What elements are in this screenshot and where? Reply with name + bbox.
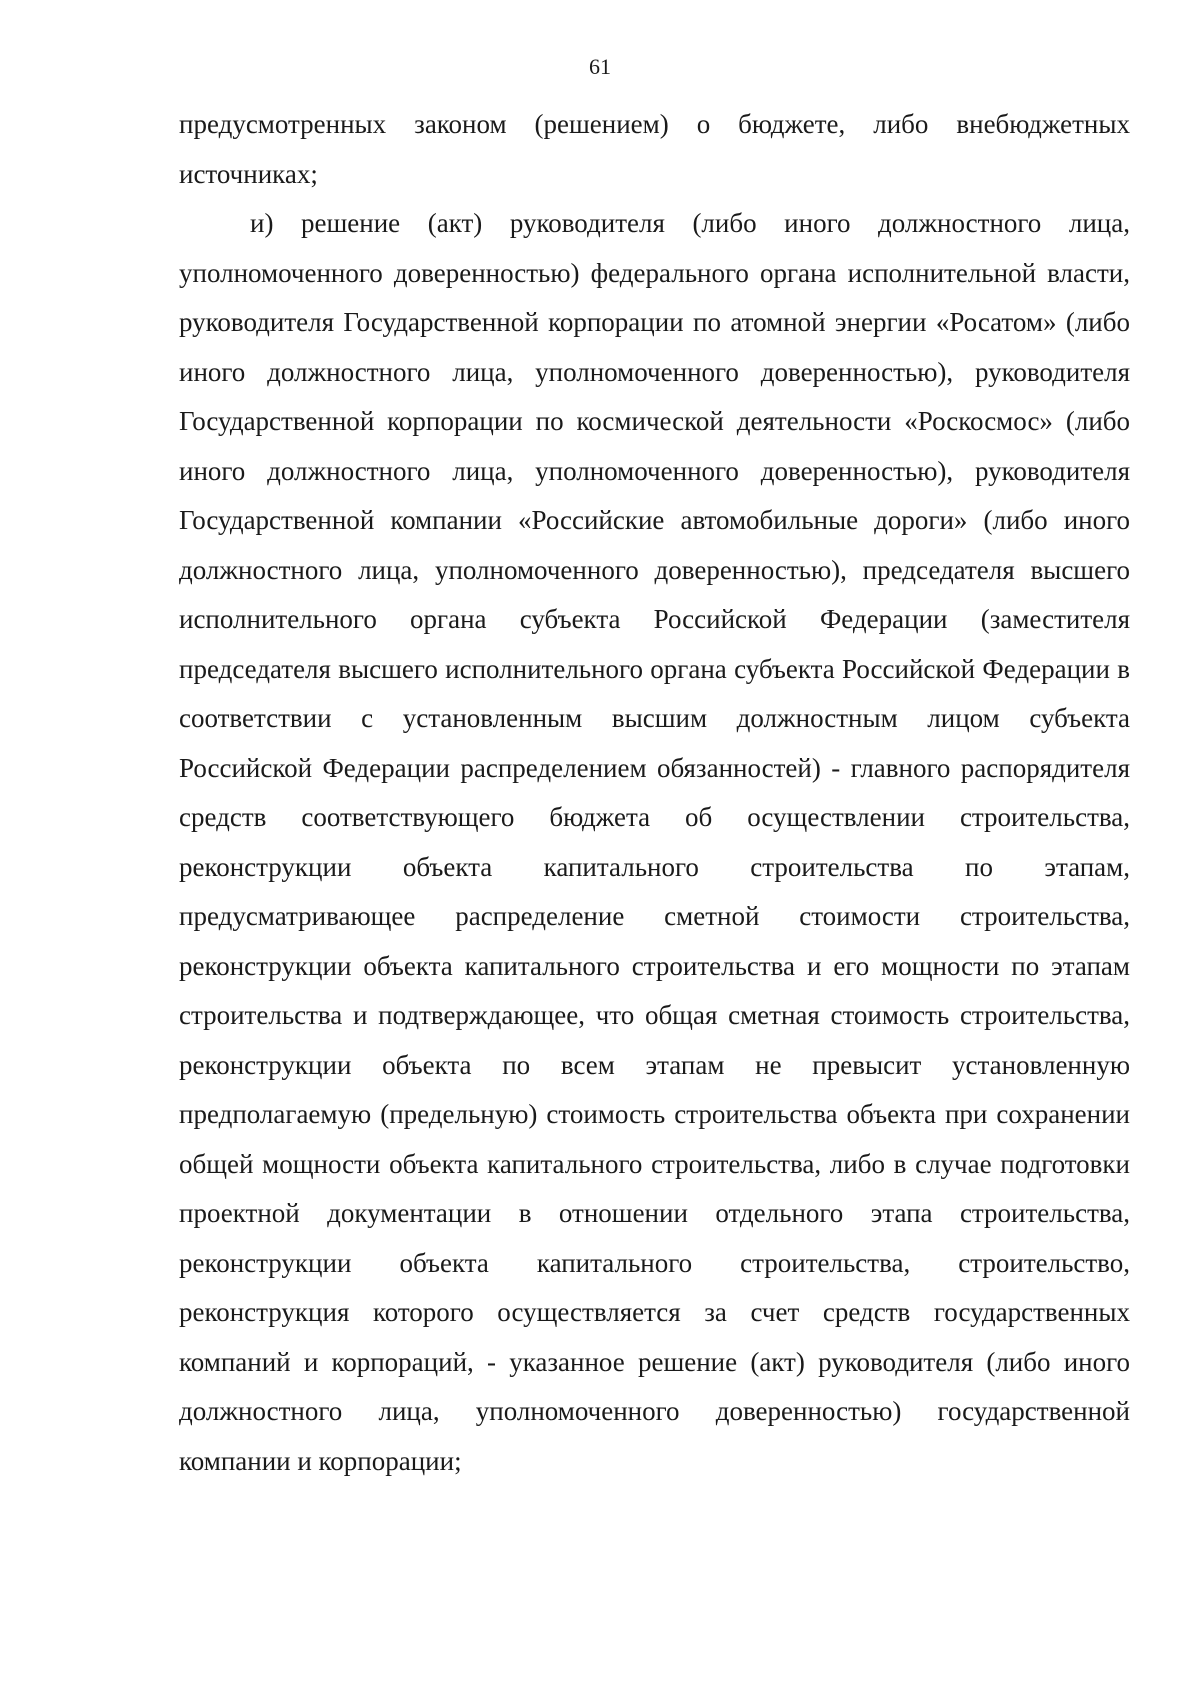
document-body <box>179 100 1130 1486</box>
paragraph-item-i-decision: и) решение (акт) руководителя (либо иного должностного лица, уполномоченного доверенностью) федерального органа исполнительной власти, руководителя Государственной корпорации по атомной энергии «Росатом» (либо иного должностного лица, уполномоченного доверенностью), руководителя Государственной корпорации по космической деятельности «Роскосмос» (либо иного должностного лица, уполномоченного доверенностью), руководителя Государственной компании «Российские автомобильные дороги» (либо иного должностного лица, уполномоченного доверенностью), председателя высшего исполнительного органа субъекта Российской Федерации (заместителя председателя высшего исполнительного органа субъекта Российской Федерации в соответствии с установленным высшим должностным лицом субъекта Российской Федерации распределением обязанностей) - главного распорядителя средств соответствующего бюджета об осуществлении строительства, реконструкции объекта капитального строительства по этапам, предусматривающее распределение сметной стоимости строительства, реконструкции объекта капитального строительства и его мощности по этапам строительства и подтверждающее, что общая сметная стоимость строительства, реконструкции объекта по всем этапам не превысит установленную предполагаемую (предельную) стоимость строительства объекта при сохранении общей мощности объекта капитального строительства, либо в случае подготовки проектной документации в отношении отдельного этапа строительства, реконструкции объекта капитального строительства, строительство, реконструкция которого осуществляется за счет средств государственных компаний и корпораций, - указанное решение (акт) руководителя (либо иного должностного лица, уполномоченного доверенностью) государственной компании и корпорации; <box>179 208 1130 1476</box>
page-number: 61 <box>589 54 611 79</box>
paragraph-budget-sources: предусмотренных законом (решением) о бюджете, либо внебюджетных источниках; <box>179 109 1130 189</box>
